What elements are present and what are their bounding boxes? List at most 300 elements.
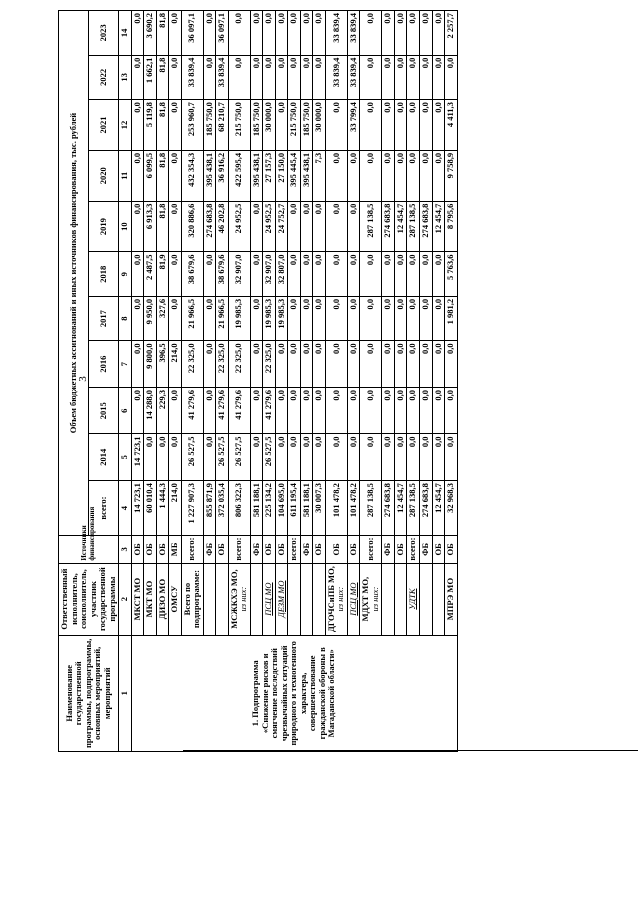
executor-cell — [263, 563, 276, 635]
executor-name: ДИЗО МО — [156, 578, 167, 620]
source-cell: ОБ — [325, 536, 347, 564]
year-value-cell: 19 985,3 — [263, 296, 276, 340]
column-number: 14 — [119, 11, 132, 56]
year-value-cell: 0,0 — [432, 55, 445, 99]
year-value-cell: 0,0 — [360, 11, 382, 56]
year-value-cell: 0,0 — [419, 296, 432, 340]
year-value-cell: 33 839,4 — [347, 55, 360, 99]
year-value-cell: 0,0 — [382, 252, 395, 296]
year-value-cell: 26 527,5 — [228, 434, 250, 481]
year-value-cell: 0,0 — [432, 100, 445, 151]
source-cell: ОБ — [144, 536, 157, 564]
year-value-cell: 0,0 — [250, 434, 263, 481]
year-value-cell: 0,0 — [382, 11, 395, 56]
year-value-cell: 0,0 — [300, 55, 313, 99]
year-value-cell: 185 750,0 — [300, 100, 313, 151]
year-value-cell: 33 799,4 — [347, 100, 360, 151]
year-value-cell: 0,0 — [382, 296, 395, 340]
year-value-cell: 0,0 — [419, 387, 432, 434]
year-value-cell: 9 758,9 — [445, 150, 458, 201]
year-value-cell: 0,0 — [131, 150, 144, 201]
year-value-cell: 5 119,8 — [144, 100, 157, 151]
year-value-cell: 0,0 — [288, 252, 301, 296]
year-value-cell: 14 288,0 — [144, 387, 157, 434]
year-value-cell: 0,0 — [445, 55, 458, 99]
year-value-cell: 33 839,4 — [216, 55, 229, 99]
year-value-cell: 0,0 — [407, 100, 420, 151]
column-number: 12 — [119, 100, 132, 151]
executor-name: ПСЦ МО — [263, 582, 274, 616]
year-value-cell: 0,0 — [394, 296, 407, 340]
source-cell: ОБ — [275, 536, 288, 564]
year-value-cell: 0,0 — [360, 252, 382, 296]
source-cell: ФБ — [300, 536, 313, 564]
year-value-cell: 0,0 — [169, 150, 182, 201]
year-value-cell: 0,0 — [313, 201, 326, 252]
executor-cell — [360, 563, 382, 635]
year-value-cell: 214,0 — [169, 341, 182, 388]
year-value-cell: 0,0 — [250, 387, 263, 434]
year-value-cell: 19 985,3 — [275, 296, 288, 340]
header-year: 2017 — [89, 296, 119, 340]
year-value-cell: 0,0 — [419, 252, 432, 296]
budget-table-rotated — [58, 10, 633, 752]
year-value-cell: 41 279,6 — [228, 387, 250, 434]
year-value-cell: 0,0 — [382, 55, 395, 99]
year-value-cell: 0,0 — [203, 55, 216, 99]
executor-cell — [382, 563, 395, 635]
year-value-cell: 0,0 — [347, 150, 360, 201]
executor-cell — [300, 563, 313, 635]
header-total: всего: — [89, 481, 119, 536]
year-value-cell: 0,0 — [275, 387, 288, 434]
source-cell: ОБ — [347, 536, 360, 564]
header-year: 2018 — [89, 252, 119, 296]
column-number: 2 — [119, 563, 132, 635]
page-number: 3 — [76, 376, 89, 382]
year-value-cell: 38 679,6 — [216, 252, 229, 296]
year-value-cell: 422 595,4 — [228, 150, 250, 201]
year-value-cell: 0,0 — [407, 296, 420, 340]
year-value-cell: 30 000,0 — [313, 100, 326, 151]
year-value-cell: 0,0 — [313, 296, 326, 340]
year-value-cell: 0,0 — [250, 252, 263, 296]
header-year: 2014 — [89, 434, 119, 481]
year-value-cell: 0,0 — [131, 201, 144, 252]
source-cell: ОБ — [263, 536, 276, 564]
year-value-cell: 0,0 — [313, 434, 326, 481]
year-value-cell: 6 913,3 — [144, 201, 157, 252]
year-value-cell: 30 000,0 — [263, 100, 276, 151]
year-value-cell: 395 438,1 — [300, 150, 313, 201]
column-number: 4 — [119, 481, 132, 536]
year-value-cell: 0,0 — [228, 11, 250, 56]
executor-cell — [216, 563, 229, 635]
year-value-cell: 185 750,0 — [203, 100, 216, 151]
year-value-cell: 432 354,3 — [181, 150, 203, 201]
year-value-cell: 0,0 — [250, 55, 263, 99]
year-value-cell: 215 750,0 — [288, 100, 301, 151]
total-cell: 581 188,1 — [300, 481, 313, 536]
column-number: 6 — [119, 387, 132, 434]
executor-name: ОМСУ — [169, 585, 180, 613]
year-value-cell: 0,0 — [275, 55, 288, 99]
year-value-cell: 0,0 — [288, 55, 301, 99]
year-value-cell: 9 800,0 — [144, 341, 157, 388]
year-value-cell: 0,0 — [325, 252, 347, 296]
year-value-cell: 0,0 — [263, 55, 276, 99]
year-value-cell: 0,0 — [228, 55, 250, 99]
year-value-cell: 22 325,0 — [228, 341, 250, 388]
year-value-cell: 0,0 — [360, 150, 382, 201]
total-cell: 30 007,3 — [313, 481, 326, 536]
year-value-cell: 0,0 — [325, 341, 347, 388]
year-value-cell: 24 952,5 — [228, 201, 250, 252]
year-value-cell: 0,0 — [360, 341, 382, 388]
year-value-cell: 0,0 — [169, 100, 182, 151]
year-value-cell: 0,0 — [288, 387, 301, 434]
year-value-cell: 0,0 — [360, 434, 382, 481]
year-value-cell: 41 279,6 — [181, 387, 203, 434]
year-value-cell: 26 527,5 — [181, 434, 203, 481]
total-cell: 855 871,9 — [203, 481, 216, 536]
header-source: Источники финансирования — [59, 536, 119, 564]
table-row — [131, 11, 144, 752]
header-year: 2019 — [89, 201, 119, 252]
year-value-cell: 0,0 — [445, 434, 458, 481]
total-cell: 581 188,1 — [250, 481, 263, 536]
year-value-cell: 0,0 — [300, 434, 313, 481]
year-value-cell: 0,0 — [360, 387, 382, 434]
source-cell: всего: — [228, 536, 250, 564]
year-value-cell: 0,0 — [347, 387, 360, 434]
executor-name: МКТ МО — [144, 580, 155, 618]
year-value-cell: 0,0 — [203, 11, 216, 56]
total-cell: 104 695,0 — [275, 481, 288, 536]
year-value-cell: 21 966,5 — [181, 296, 203, 340]
year-value-cell: 396,5 — [156, 341, 169, 388]
total-cell: 611 195,4 — [288, 481, 301, 536]
year-value-cell: 2 487,5 — [144, 252, 157, 296]
year-value-cell: 0,0 — [288, 11, 301, 56]
year-value-cell: 0,0 — [275, 434, 288, 481]
header-executor: Ответственный исполнитель, соисполнитель, участник государственной программы — [59, 563, 119, 635]
year-value-cell: 0,0 — [325, 387, 347, 434]
column-number: 8 — [119, 296, 132, 340]
year-value-cell: 33 839,4 — [347, 11, 360, 56]
year-value-cell: 36 097,1 — [216, 11, 229, 56]
year-value-cell: 9 950,0 — [144, 296, 157, 340]
source-cell: ОБ — [445, 536, 458, 564]
total-cell: 274 683,8 — [419, 481, 432, 536]
year-value-cell: 0,0 — [325, 100, 347, 151]
year-value-cell: 33 839,4 — [325, 55, 347, 99]
year-value-cell: 0,0 — [394, 55, 407, 99]
year-value-cell: 0,0 — [325, 150, 347, 201]
budget-table — [58, 10, 458, 752]
year-value-cell: 0,0 — [203, 296, 216, 340]
year-value-cell: 81,8 — [156, 100, 169, 151]
year-value-cell: 0,0 — [419, 434, 432, 481]
year-value-cell: 5 763,6 — [445, 252, 458, 296]
executor-subnote: из них: — [335, 586, 346, 612]
year-value-cell: 0,0 — [394, 150, 407, 201]
executor-name: МКСТ МО — [131, 577, 142, 621]
year-value-cell: 0,0 — [419, 100, 432, 151]
year-value-cell: 2 257,7 — [445, 11, 458, 56]
year-value-cell: 0,0 — [347, 252, 360, 296]
executor-cell — [313, 563, 326, 635]
column-number: 5 — [119, 434, 132, 481]
header-year: 2020 — [89, 150, 119, 201]
executor-name: УДТК — [407, 588, 418, 610]
source-cell: ОБ — [313, 536, 326, 564]
year-value-cell: 0,0 — [288, 201, 301, 252]
year-value-cell: 0,0 — [131, 296, 144, 340]
year-value-cell: 0,0 — [419, 150, 432, 201]
executor-name: Всего по подпрограмме: — [181, 570, 202, 629]
source-cell: ФБ — [419, 536, 432, 564]
year-value-cell: 0,0 — [288, 434, 301, 481]
year-value-cell: 0,0 — [382, 150, 395, 201]
year-value-cell: 0,0 — [382, 341, 395, 388]
year-value-cell: 0,0 — [407, 434, 420, 481]
source-cell: всего: — [181, 536, 203, 564]
column-numbers-row — [119, 11, 132, 752]
year-value-cell: 0,0 — [419, 55, 432, 99]
year-value-cell: 0,0 — [169, 296, 182, 340]
year-value-cell: 32 907,0 — [228, 252, 250, 296]
year-value-cell: 12 454,7 — [432, 201, 445, 252]
year-value-cell: 274 683,8 — [203, 201, 216, 252]
executor-cell — [131, 563, 144, 635]
year-value-cell: 229,3 — [156, 387, 169, 434]
year-value-cell: 0,0 — [445, 341, 458, 388]
year-value-cell: 0,0 — [263, 11, 276, 56]
year-value-cell: 41 279,6 — [216, 387, 229, 434]
year-value-cell: 0,0 — [169, 387, 182, 434]
source-cell: ОБ — [156, 536, 169, 564]
year-value-cell: 0,0 — [169, 252, 182, 296]
year-value-cell: 0,0 — [407, 150, 420, 201]
year-value-cell: 0,0 — [131, 387, 144, 434]
year-value-cell: 0,0 — [382, 387, 395, 434]
year-value-cell: 0,0 — [169, 11, 182, 56]
year-value-cell: 0,0 — [432, 434, 445, 481]
executor-name: ДГОЧСиПБ МО, — [325, 566, 336, 633]
column-number: 3 — [119, 536, 132, 564]
year-value-cell: 395 438,1 — [250, 150, 263, 201]
source-cell: ОБ — [131, 536, 144, 564]
source-cell: ФБ — [250, 536, 263, 564]
total-cell: 12 454,7 — [394, 481, 407, 536]
year-value-cell: 0,0 — [407, 341, 420, 388]
year-value-cell: 0,0 — [394, 387, 407, 434]
year-value-cell: 0,0 — [131, 11, 144, 56]
executor-cell — [169, 563, 182, 635]
year-value-cell: 0,0 — [300, 387, 313, 434]
total-cell: 274 683,8 — [382, 481, 395, 536]
year-value-cell: 0,0 — [250, 201, 263, 252]
year-value-cell: 0,0 — [432, 252, 445, 296]
year-value-cell: 38 679,6 — [181, 252, 203, 296]
year-value-cell: 0,0 — [347, 434, 360, 481]
year-value-cell: 0,0 — [325, 296, 347, 340]
year-value-cell: 0,0 — [325, 434, 347, 481]
year-value-cell: 36 916,2 — [216, 150, 229, 201]
year-value-cell: 81,8 — [156, 201, 169, 252]
executor-subnote: из них: — [369, 586, 380, 612]
executor-name: МПРЭ МО — [445, 577, 456, 621]
year-value-cell: 0,0 — [300, 252, 313, 296]
year-value-cell: 395 445,4 — [288, 150, 301, 201]
header-year: 2015 — [89, 387, 119, 434]
year-value-cell: 26 527,5 — [263, 434, 276, 481]
source-cell: ФБ — [203, 536, 216, 564]
year-value-cell: 0,0 — [382, 434, 395, 481]
year-value-cell: 19 985,3 — [228, 296, 250, 340]
year-value-cell: 1 981,2 — [445, 296, 458, 340]
year-value-cell: 0,0 — [288, 296, 301, 340]
year-value-cell: 0,0 — [169, 434, 182, 481]
total-cell: 1 444,3 — [156, 481, 169, 536]
year-value-cell: 0,0 — [360, 100, 382, 151]
executor-name: МСЖКХЭ МО, — [228, 569, 239, 629]
year-value-cell: 0,0 — [203, 434, 216, 481]
year-value-cell: 0,0 — [156, 434, 169, 481]
year-value-cell: 22 325,0 — [216, 341, 229, 388]
column-number: 11 — [119, 150, 132, 201]
column-number: 1 — [119, 635, 132, 751]
header-year: 2023 — [89, 11, 119, 56]
total-cell: 287 138,5 — [407, 481, 420, 536]
year-value-cell: 185 750,0 — [250, 100, 263, 151]
year-value-cell: 0,0 — [347, 296, 360, 340]
source-cell: всего: — [288, 536, 301, 564]
year-value-cell: 0,0 — [432, 296, 445, 340]
year-value-cell: 0,0 — [407, 55, 420, 99]
year-value-cell: 0,0 — [419, 341, 432, 388]
year-value-cell: 0,0 — [203, 252, 216, 296]
header-funding-group: Объем бюджетных ассигнований и иных источников финансирования, тыс. рублей — [59, 11, 89, 536]
year-value-cell: 24 952,5 — [263, 201, 276, 252]
year-value-cell: 0,0 — [347, 341, 360, 388]
year-value-cell: 0,0 — [169, 55, 182, 99]
year-value-cell: 0,0 — [300, 296, 313, 340]
executor-cell — [144, 563, 157, 635]
year-value-cell: 27 157,3 — [263, 150, 276, 201]
year-value-cell: 33 839,4 — [181, 55, 203, 99]
year-value-cell: 81,8 — [156, 150, 169, 201]
executor-cell — [325, 563, 347, 635]
executor-cell — [250, 563, 263, 635]
executor-cell — [407, 563, 420, 635]
year-value-cell: 0,0 — [419, 11, 432, 56]
executor-cell — [203, 563, 216, 635]
year-value-cell: 14 723,1 — [131, 434, 144, 481]
program-name: 1. Подпрограмма «Снижение рисков и смягчение последствий чрезвычайных ситуаций природного и техногенного характера, совершенствование гражданской обороны в Магаданской области» — [131, 635, 457, 751]
year-value-cell: 0,0 — [275, 341, 288, 388]
total-cell: 101 478,2 — [325, 481, 347, 536]
total-cell: 806 322,3 — [228, 481, 250, 536]
total-cell: 32 968,3 — [445, 481, 458, 536]
year-value-cell: 0,0 — [275, 100, 288, 151]
year-value-cell: 81,9 — [156, 252, 169, 296]
year-value-cell: 26 527,5 — [216, 434, 229, 481]
executor-cell — [432, 563, 445, 635]
source-cell: ФБ — [382, 536, 395, 564]
executor-cell — [445, 563, 458, 635]
total-cell: 372 035,4 — [216, 481, 229, 536]
year-value-cell: 27 150,0 — [275, 150, 288, 201]
year-value-cell: 81,8 — [156, 11, 169, 56]
year-value-cell: 0,0 — [131, 252, 144, 296]
year-value-cell: 0,0 — [407, 387, 420, 434]
executor-name: МДХТ МО, — [360, 576, 371, 622]
source-cell: всего: — [407, 536, 420, 564]
year-value-cell: 0,0 — [394, 341, 407, 388]
year-value-cell: 215 750,0 — [228, 100, 250, 151]
year-value-cell: 274 683,8 — [419, 201, 432, 252]
year-value-cell: 0,0 — [432, 150, 445, 201]
year-value-cell: 0,0 — [313, 55, 326, 99]
year-value-cell: 81,8 — [156, 55, 169, 99]
year-value-cell: 0,0 — [288, 341, 301, 388]
year-value-cell: 0,0 — [300, 11, 313, 56]
source-cell: ОБ — [394, 536, 407, 564]
header-name: Наименование государственной программы, подпрограммы, основных мероприятий, мероприятий — [59, 635, 119, 751]
total-cell: 14 723,1 — [131, 481, 144, 536]
year-value-cell: 0,0 — [250, 11, 263, 56]
year-value-cell: 287 138,5 — [360, 201, 382, 252]
source-cell: ОБ — [432, 536, 445, 564]
executor-cell — [181, 563, 203, 635]
source-cell: ОБ — [216, 536, 229, 564]
year-value-cell: 0,0 — [275, 11, 288, 56]
year-value-cell: 0,0 — [432, 11, 445, 56]
total-cell: 225 134,2 — [263, 481, 276, 536]
year-value-cell: 32 807,0 — [275, 252, 288, 296]
year-value-cell: 32 907,0 — [263, 252, 276, 296]
total-cell: 60 010,4 — [144, 481, 157, 536]
year-value-cell: 0,0 — [394, 434, 407, 481]
year-value-cell: 327,6 — [156, 296, 169, 340]
executor-cell — [394, 563, 407, 635]
year-value-cell: 0,0 — [203, 387, 216, 434]
year-value-cell: 0,0 — [347, 201, 360, 252]
year-value-cell: 0,0 — [382, 100, 395, 151]
year-value-cell: 0,0 — [203, 341, 216, 388]
year-value-cell: 0,0 — [250, 296, 263, 340]
year-value-cell: 274 683,8 — [382, 201, 395, 252]
year-value-cell: 0,0 — [394, 100, 407, 151]
year-value-cell: 6 099,5 — [144, 150, 157, 201]
executor-subnote: из них: — [238, 586, 249, 612]
year-value-cell: 22 325,0 — [263, 341, 276, 388]
footer-rule — [183, 750, 638, 751]
year-value-cell: 0,0 — [131, 341, 144, 388]
year-value-cell: 36 097,1 — [181, 11, 203, 56]
header-year: 2021 — [89, 100, 119, 151]
year-value-cell: 287 138,5 — [407, 201, 420, 252]
year-value-cell: 0,0 — [432, 387, 445, 434]
column-number: 7 — [119, 341, 132, 388]
year-value-cell: 0,0 — [445, 387, 458, 434]
executor-cell — [228, 563, 250, 635]
year-value-cell: 0,0 — [313, 11, 326, 56]
table-body — [131, 11, 457, 752]
year-value-cell: 46 202,8 — [216, 201, 229, 252]
